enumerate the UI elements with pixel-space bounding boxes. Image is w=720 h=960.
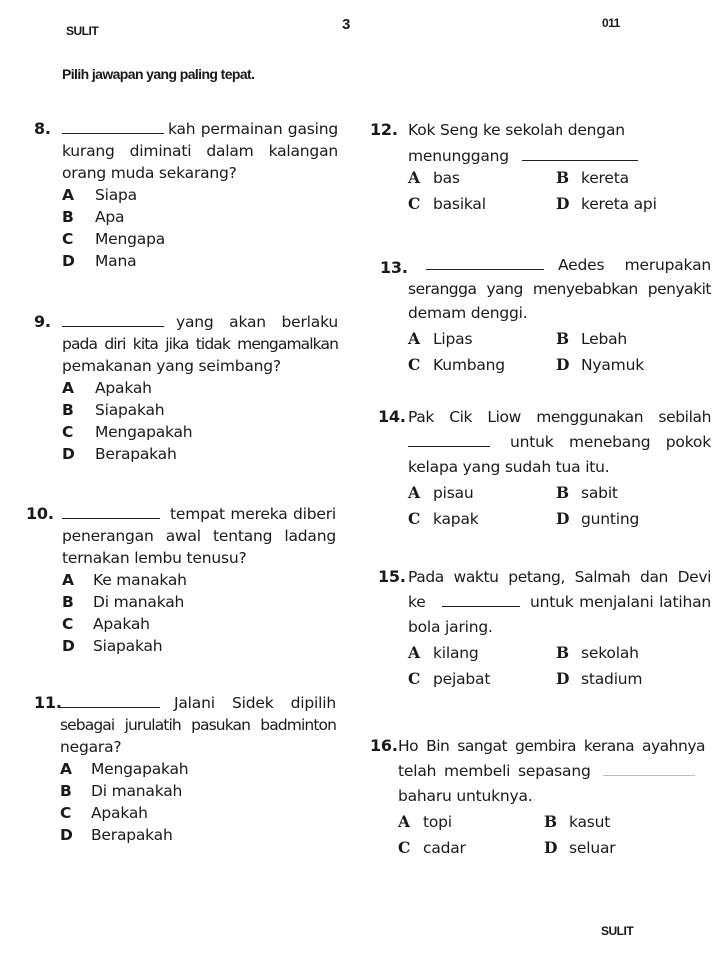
- option-letter: A: [62, 379, 74, 397]
- question-text: Ho Bin sangat gembira kerana ayahnya: [398, 737, 705, 755]
- option-text: bas: [433, 169, 460, 187]
- option-text: kasut: [569, 813, 611, 831]
- option-b[interactable]: [62, 591, 336, 613]
- option-b[interactable]: [556, 482, 618, 504]
- option-a[interactable]: [408, 642, 479, 664]
- option-row: [408, 642, 711, 664]
- option-a[interactable]: [60, 758, 336, 780]
- question-8: [34, 118, 338, 272]
- option-text: Mana: [95, 252, 137, 270]
- answer-blank: [426, 254, 544, 276]
- answer-blank: [62, 503, 160, 525]
- option-text: pisau: [433, 484, 474, 502]
- option-letter: B: [60, 782, 72, 800]
- option-text: Apa: [95, 208, 125, 226]
- question-14: [378, 406, 711, 530]
- option-text: Mengapakah: [91, 760, 189, 778]
- option-letter: A: [408, 329, 420, 348]
- option-letter: B: [62, 401, 74, 419]
- question-number: 12.: [370, 120, 398, 139]
- option-row: [408, 508, 711, 530]
- option-d[interactable]: [556, 354, 644, 376]
- footer-right: SULIT: [601, 924, 634, 938]
- option-row: [408, 668, 711, 690]
- option-letter: A: [408, 483, 420, 502]
- option-letter: A: [62, 571, 74, 589]
- answer-blank: [514, 147, 638, 165]
- option-b[interactable]: [60, 780, 336, 802]
- option-row: [398, 837, 705, 859]
- option-letter: D: [60, 826, 73, 844]
- page-number: 3: [342, 16, 350, 33]
- option-letter: C: [398, 838, 411, 857]
- option-b[interactable]: [62, 206, 338, 228]
- question-text: ke: [408, 593, 426, 611]
- option-letter: A: [408, 168, 420, 187]
- option-b[interactable]: [556, 642, 639, 664]
- option-text: Kumbang: [433, 356, 505, 374]
- option-letter: C: [408, 194, 421, 213]
- option-letter: B: [62, 208, 74, 226]
- option-a[interactable]: [62, 569, 336, 591]
- option-letter: A: [408, 643, 420, 662]
- option-text: seluar: [569, 839, 616, 857]
- option-letter: C: [408, 509, 421, 528]
- question-text: telah membeli sepasang: [398, 762, 591, 780]
- option-c[interactable]: [408, 193, 486, 215]
- header-left: SULIT: [66, 24, 99, 38]
- option-d[interactable]: [556, 668, 642, 690]
- question-number: 16.: [370, 736, 398, 755]
- option-a[interactable]: [398, 811, 452, 833]
- option-letter: D: [62, 637, 75, 655]
- option-text: basikal: [433, 195, 486, 213]
- question-text: kah permainan gasing: [168, 120, 338, 138]
- option-letter: D: [556, 194, 570, 213]
- option-b[interactable]: [62, 399, 338, 421]
- question-number: 8.: [34, 119, 51, 138]
- option-letter: B: [556, 329, 569, 348]
- option-text: Apakah: [91, 804, 148, 822]
- option-c[interactable]: [62, 613, 336, 635]
- question-9: [34, 311, 338, 465]
- option-text: Mengapakah: [95, 423, 193, 441]
- option-text: Ke manakah: [93, 571, 187, 589]
- question-number: 9.: [34, 312, 51, 331]
- option-letter: B: [556, 643, 569, 662]
- option-text: kilang: [433, 644, 479, 662]
- question-text: Aedes merupakan: [558, 256, 711, 274]
- question-10: [26, 503, 336, 657]
- question-text: serangga yang menyebabkan penyakit: [408, 280, 711, 298]
- question-16: [370, 735, 705, 859]
- option-text: gunting: [581, 510, 640, 528]
- option-letter: A: [398, 812, 410, 831]
- option-row: [408, 193, 710, 215]
- option-letter: D: [544, 838, 558, 857]
- option-letter: D: [62, 252, 75, 270]
- option-c[interactable]: [62, 421, 338, 443]
- question-text: Pada waktu petang, Salmah dan Devi: [408, 568, 711, 586]
- question-text: baharu untuknya.: [398, 787, 533, 805]
- option-a[interactable]: [408, 167, 460, 189]
- option-letter: C: [62, 423, 74, 441]
- option-letter: B: [62, 593, 74, 611]
- option-text: Nyamuk: [581, 356, 644, 374]
- option-letter: C: [62, 230, 74, 248]
- option-text: Di manakah: [91, 782, 183, 800]
- question-text: yang akan berlaku: [176, 313, 338, 331]
- option-c[interactable]: [62, 228, 338, 250]
- option-a[interactable]: [62, 377, 338, 399]
- option-text: Siapakah: [95, 401, 165, 419]
- option-text: cadar: [423, 839, 466, 857]
- option-text: Lebah: [581, 330, 628, 348]
- option-text: topi: [423, 813, 452, 831]
- option-letter: D: [556, 509, 570, 528]
- option-text: sekolah: [581, 644, 639, 662]
- option-letter: D: [556, 669, 570, 688]
- option-letter: C: [408, 355, 421, 374]
- question-number: 11.: [34, 693, 62, 712]
- option-d[interactable]: [556, 508, 639, 530]
- question-text: pemakanan yang seimbang?: [62, 357, 281, 375]
- question-11: [34, 692, 336, 846]
- question-text: kurang diminati dalam kalangan: [62, 142, 338, 160]
- option-text: Siapa: [95, 186, 137, 204]
- question-text: menunggang: [408, 147, 509, 165]
- question-text: orang muda sekarang?: [62, 164, 237, 182]
- option-a[interactable]: [408, 328, 472, 350]
- option-b[interactable]: [544, 811, 610, 833]
- option-letter: C: [408, 669, 421, 688]
- option-letter: C: [62, 615, 74, 633]
- question-text: bola jaring.: [408, 618, 493, 636]
- option-d[interactable]: [556, 193, 657, 215]
- question-text: untuk menebang pokok: [510, 433, 711, 451]
- option-c[interactable]: [60, 802, 336, 824]
- option-d[interactable]: [62, 443, 338, 465]
- answer-blank: [62, 311, 164, 333]
- answer-blank: [595, 762, 695, 780]
- option-letter: A: [62, 186, 74, 204]
- option-text: Lipas: [433, 330, 473, 348]
- option-letter: D: [62, 445, 75, 463]
- option-text: Apakah: [93, 615, 150, 633]
- option-row: [408, 328, 711, 350]
- option-d[interactable]: [544, 837, 615, 859]
- question-text: Jalani Sidek dipilih: [174, 694, 336, 712]
- option-text: Apakah: [95, 379, 152, 397]
- paper-code: 011: [602, 16, 620, 30]
- question-text: pada diri kita jika tidak mengamalkan: [62, 335, 338, 353]
- option-d[interactable]: [62, 250, 338, 272]
- question-text: Kok Seng ke sekolah dengan: [408, 121, 625, 139]
- option-text: stadium: [581, 670, 643, 688]
- option-text: Mengapa: [95, 230, 166, 248]
- option-c[interactable]: [408, 668, 490, 690]
- instruction: Pilih jawapan yang paling tepat.: [62, 66, 255, 82]
- answer-blank: [408, 431, 490, 453]
- option-c[interactable]: [398, 837, 466, 859]
- option-row: [398, 811, 705, 833]
- option-text: kereta: [581, 169, 629, 187]
- option-text: kapak: [433, 510, 479, 528]
- question-text: untuk menjalani latihan: [530, 593, 711, 611]
- option-letter: B: [556, 168, 569, 187]
- option-d[interactable]: [62, 635, 336, 657]
- question-13: [380, 254, 711, 376]
- option-letter: B: [544, 812, 557, 831]
- question-number: 10.: [26, 504, 54, 523]
- option-text: Siapakah: [93, 637, 163, 655]
- option-text: Di manakah: [93, 593, 185, 611]
- question-text: tempat mereka diberi: [170, 505, 336, 523]
- question-text: kelapa yang sudah tua itu.: [408, 458, 610, 476]
- question-12: [370, 119, 710, 215]
- option-b[interactable]: [556, 167, 629, 189]
- option-row: [408, 354, 711, 376]
- option-row: [408, 167, 710, 189]
- option-d[interactable]: [60, 824, 336, 846]
- option-letter: A: [60, 760, 72, 778]
- option-letter: C: [60, 804, 72, 822]
- option-c[interactable]: [408, 508, 479, 530]
- option-b[interactable]: [556, 328, 627, 350]
- option-c[interactable]: [408, 354, 505, 376]
- option-text: Berapakah: [95, 445, 177, 463]
- option-letter: B: [556, 483, 569, 502]
- question-text: Pak Cik Liow menggunakan sebilah: [408, 408, 711, 426]
- question-text: negara?: [60, 738, 122, 756]
- question-text: sebagai jurulatih pasukan badminton: [60, 716, 336, 734]
- answer-blank: [442, 591, 520, 613]
- question-number: 14.: [378, 407, 406, 426]
- option-a[interactable]: [408, 482, 474, 504]
- question-number: 13.: [380, 258, 408, 277]
- question-number: 15.: [378, 567, 406, 586]
- question-15: [378, 566, 711, 690]
- option-text: Berapakah: [91, 826, 173, 844]
- option-text: sabit: [581, 484, 618, 502]
- option-text: pejabat: [433, 670, 491, 688]
- option-row: [408, 482, 711, 504]
- option-a[interactable]: [62, 184, 338, 206]
- question-text: ternakan lembu tenusu?: [62, 549, 247, 567]
- option-text: kereta api: [581, 195, 657, 213]
- answer-blank: [60, 692, 160, 714]
- option-letter: D: [556, 355, 570, 374]
- question-text: penerangan awal tentang ladang: [62, 527, 336, 545]
- answer-blank: [62, 118, 164, 140]
- question-text: demam denggi.: [408, 304, 528, 322]
